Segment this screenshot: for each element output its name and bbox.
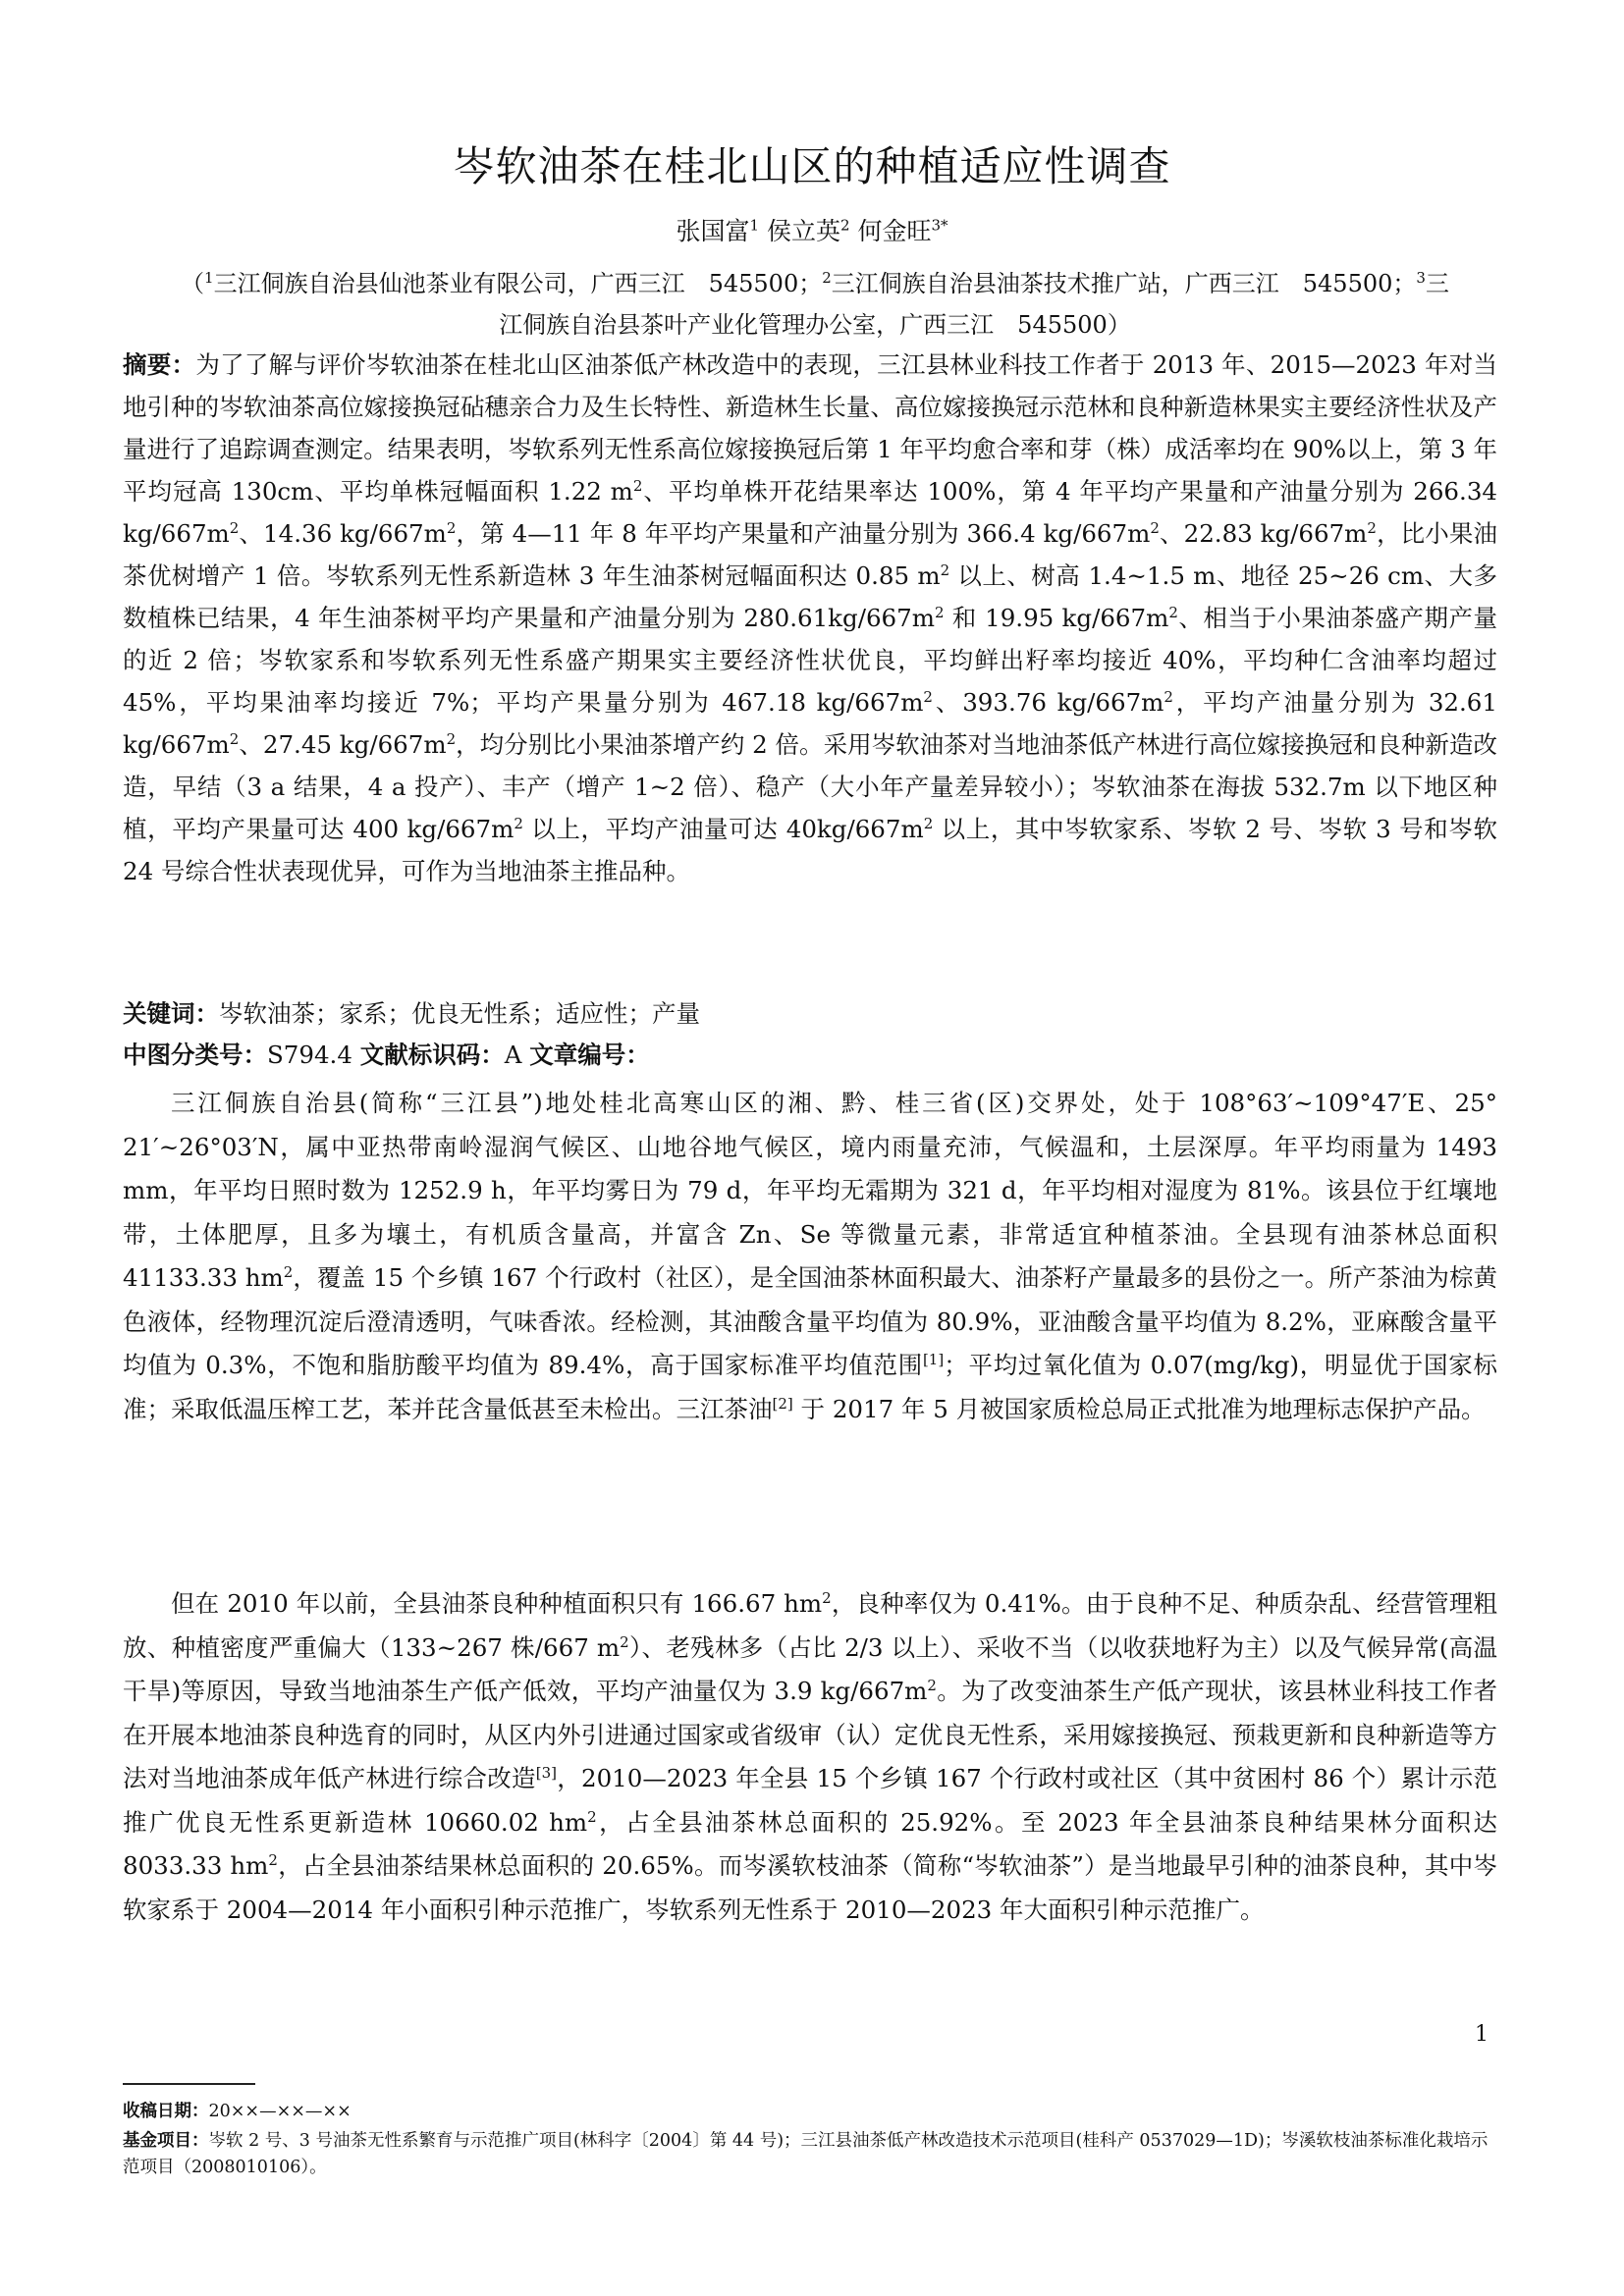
author-name: 张国富 — [676, 217, 750, 245]
doc-code-value: A — [504, 1041, 522, 1069]
superscript: 2 — [934, 603, 945, 621]
superscript: 2 — [923, 814, 934, 832]
text-run: 。为了改变油茶生产低产现状，该县林业科技工作者在开展本地油茶良种选育的同时，从区内外引进通过国家或省级审（认）定优良无性系，采用嫁接换冠、预栽更新和良种新造等方法对当地油茶成年低产林进行综合改造 — [123, 1677, 1498, 1792]
superscript: 2 — [1164, 687, 1173, 706]
text-run: 、27.45 kg/667m — [239, 730, 447, 759]
text-run: ，2010—2023 年全县 15 个乡镇 167 个行政村或社区（其中贫困村 86 个）累计示范推广优良无性系更新造林 10660.02 hm — [123, 1764, 1498, 1837]
clc-value: S794.4 — [267, 1041, 352, 1069]
author-affil-mark: 2 — [839, 216, 850, 235]
superscript: 2 — [1367, 518, 1377, 537]
abstract — [123, 344, 1497, 892]
footnote-divider — [123, 2083, 255, 2085]
text-run: 、22.83 kg/667m — [1159, 519, 1368, 548]
doc-code-label: 文献标识码： — [359, 1041, 505, 1069]
superscript: 2 — [587, 1807, 597, 1826]
affil-mark: 3 — [1416, 269, 1426, 287]
superscript: 2 — [927, 1676, 937, 1694]
text-run: 于 2017 年 5 月被国家质检总局正式批准为地理标志保护产品。 — [792, 1394, 1486, 1423]
abstract-text — [123, 350, 1497, 885]
superscript: 2 — [229, 729, 240, 748]
text-run: 以上、树高 1.4~1.5 m、地径 25~26 cm、大多数植株已结果，4 年生油茶树平均产果量和产油量分别为 280.61kg/667m — [123, 561, 1497, 632]
text-run: ，占全县油茶林总面积的 25.92%。至 2023 年全县油茶良种结果林分面积达 8033.33 hm — [123, 1807, 1497, 1880]
text-run: 为了了解与评价岑软油茶在桂北山区油茶低产林改造中的表现，三江县林业科技工作者于 2013 年、2015—2023 年对当地引种的岑软油茶高位嫁接换冠砧穗亲合力及生长特性、新造林生长量、高位嫁接换冠示范林和良种新造林果实主要经济性状及产量进行了追踪调查测定。结果表明，岑软系列无性系高位嫁接换冠后第 1 年平均愈合率和芽（株）成活率均在 90%以上，第 3 年平均冠高 130cm、平均单株冠幅面积 1.22 m — [123, 350, 1498, 506]
received-label: 收稿日期： — [123, 2102, 209, 2121]
superscript: 2 — [268, 1850, 278, 1869]
text-run: ，平均产油量分别为 32.61 kg/667m — [123, 688, 1497, 759]
author-affil-mark: 1 — [749, 216, 760, 235]
text-run: 以上，其中岑软家系、岑软 2 号、岑软 3 号和岑软 24 号综合性状表现优异，可作为当地油茶主推品种。 — [123, 815, 1497, 885]
page-number: 1 — [1475, 2022, 1489, 2047]
footnote-fund — [123, 2128, 1497, 2181]
text-run: ）、老残林多（占比 2/3 以上）、采收不当（以收获地籽为主）以及气候异常(高温干旱)等原因，导致当地油茶生产低产低效，平均产油量仅为 3.9 kg/667m — [123, 1632, 1497, 1705]
text-run: 和 19.95 kg/667m — [944, 604, 1169, 632]
superscript: 2 — [940, 561, 950, 579]
keywords-text: 岑软油茶；家系；优良无性系；适应性；产量 — [219, 999, 700, 1028]
affil-mark: 2 — [822, 269, 832, 287]
author-list — [0, 214, 1624, 249]
affil-mark: 1 — [204, 269, 214, 287]
author-name: 侯立英 — [766, 217, 840, 245]
superscript: 2 — [620, 1632, 629, 1651]
superscript: [3] — [535, 1763, 557, 1782]
text-run: ，第 4—11 年 8 年平均产果量和产油量分别为 366.4 kg/667m — [456, 519, 1151, 548]
body-paragraph — [123, 1082, 1497, 1431]
keywords — [123, 994, 1497, 1034]
received-value: 20××—××—×× — [208, 2102, 352, 2121]
superscript: 2 — [822, 1588, 832, 1607]
text-run: 但在 2010 年以前，全县油茶良种种植面积只有 166.67 hm — [171, 1589, 823, 1618]
superscript: 2 — [446, 518, 457, 537]
abstract-label: 摘要： — [123, 350, 196, 379]
superscript: 2 — [1168, 603, 1178, 621]
article-number-label: 文章编号： — [529, 1041, 650, 1069]
clc-label: 中图分类号： — [123, 1041, 267, 1069]
text-run: ，比小果油茶优树增产 1 倍。岑软系列无性系新造林 3 年生油茶树冠幅面积达 0.85 m — [123, 519, 1497, 590]
footnote-received — [123, 2099, 1497, 2125]
superscript: 2 — [1150, 518, 1160, 537]
text-run: 、相当于小果油茶盛产期产量的近 2 倍；岑软家系和岑软系列无性系盛产期果实主要经济性状优良，平均鲜出籽率均接近 40%，平均种仁含油率均超过 45%，平均果油率均接近 7%；平均产果量分别为 467.18 kg/667m — [123, 604, 1498, 717]
superscript: 2 — [446, 729, 457, 748]
fund-label: 基金项目： — [123, 2131, 209, 2151]
text-run: ，占全县油茶结果林总面积的 20.65%。而岑溪软枝油茶（简称“岑软油茶”）是当地最早引种的油茶良种，其中岑软家系于 2004—2014 年小面积引种示范推广，岑软系列无性系于 2010—2023 年大面积引种示范推广。 — [123, 1851, 1497, 1924]
superscript: 2 — [514, 814, 523, 832]
superscript: 2 — [229, 518, 240, 537]
author-affil-mark: 3* — [931, 216, 948, 235]
superscript: 2 — [632, 476, 643, 495]
text-run: ；平均过氧化值为 0.07(mg/kg)，明显优于国家标准；采取低温压榨工艺，苯并芘含量低甚至未检出。三江茶油 — [123, 1351, 1497, 1423]
paper-title: 岑软油茶在桂北山区的种植适应性调查 — [453, 142, 1171, 190]
superscript: [1] — [922, 1350, 945, 1368]
text-run: 、14.36 kg/667m — [239, 519, 447, 548]
affil-text: 三江侗族自治县仙池茶业有限公司，广西三江 545500； — [213, 270, 823, 297]
superscript: 2 — [923, 687, 933, 706]
text-run: 、393.76 kg/667m — [932, 688, 1164, 717]
text-run: 、平均单株开花结果率达 100%，第 4 年平均产果量和产油量分别为 266.34 kg/667m — [123, 477, 1497, 548]
body-paragraph — [123, 1582, 1497, 1932]
affil-text: 三江侗族自治县油茶技术推广站，广西三江 545500； — [831, 270, 1417, 297]
text-run: ，均分别比小果油茶增产约 2 倍。采用岑软油茶对当地油茶低产林进行高位嫁接换冠和良种新造改造，早结（3 a 结果，4 a 投产）、丰产（增产 1~2 倍）、稳产（大小年产量差异较小）；岑软油茶在海拔 532.7m 以下地区种植，平均产果量可达 400 kg/667m — [123, 730, 1497, 843]
affiliations: （$^1$三江侗族自治县仙池茶业有限公司，广西三江 545500；$^2$三江侗族自治县油茶技术推广站，广西三江 545500；$^3$三江侗族自治县茶叶产业化管理办公室，广西三江 545500） — [181, 269, 1449, 339]
superscript: 2 — [283, 1262, 294, 1281]
text-run: 以上，平均产油量可达 40kg/667m — [522, 815, 924, 843]
text-run: 三江侗族自治县(简称“三江县”)地处桂北高寒山区的湘、黔、桂三省(区)交界处，处于 108°63′~109°47′E、25° 21′~26°03′N，属中亚热带南岭湿润气候区、山地谷地气候区，境内雨量充沛，气候温和，土层深厚。年平均雨量为 1493 mm，年平均日照时数为 1252.9 h，年平均雾日为 79 d，年平均无霜期为 321 d，年平均相对湿度为 81%。该县位于红壤地带，土体肥厚，且多为壤土，有机质含量高，并富含 Zn、Se 等微量元素，非常适宜种植茶油。全县现有油茶林总面积 41133.33 hm — [123, 1089, 1497, 1292]
text-run: ，良种率仅为 0.41%。由于良种不足、种质杂乱、经营管理粗放、种植密度严重偏大（133~267 株/667 m — [123, 1589, 1497, 1662]
keywords-label: 关键词： — [123, 999, 219, 1028]
fund-value: 岑软 2 号、3 号油茶无性系繁育与示范推广项目(林科字〔2004〕第 44 号)；三江县油茶低产林改造技术示范项目(桂科产 0537029—1D)；岑溪软枝油茶标准化栽培示范项目（2008010106）。 — [123, 2131, 1489, 2177]
author-name: 何金旺 — [857, 217, 932, 245]
classification-line — [123, 1036, 1497, 1075]
superscript: [2] — [772, 1394, 793, 1413]
text-run: ，覆盖 15 个乡镇 167 个行政村（社区），是全国油茶林面积最大、油茶籽产量最多的县份之一。所产茶油为棕黄色液体，经物理沉淀后澄清透明，气味香浓。经检测，其油酸含量平均值为 80.9%，亚油酸含量平均值为 8.2%，亚麻酸含量平均值为 0.3%，不饱和脂肪酸平均值为 89.4%，高于国家标准平均值范围 — [123, 1263, 1497, 1379]
affil-text: 三江侗族自治县茶叶产业化管理办公室，广西三江 545500 — [499, 270, 1449, 339]
